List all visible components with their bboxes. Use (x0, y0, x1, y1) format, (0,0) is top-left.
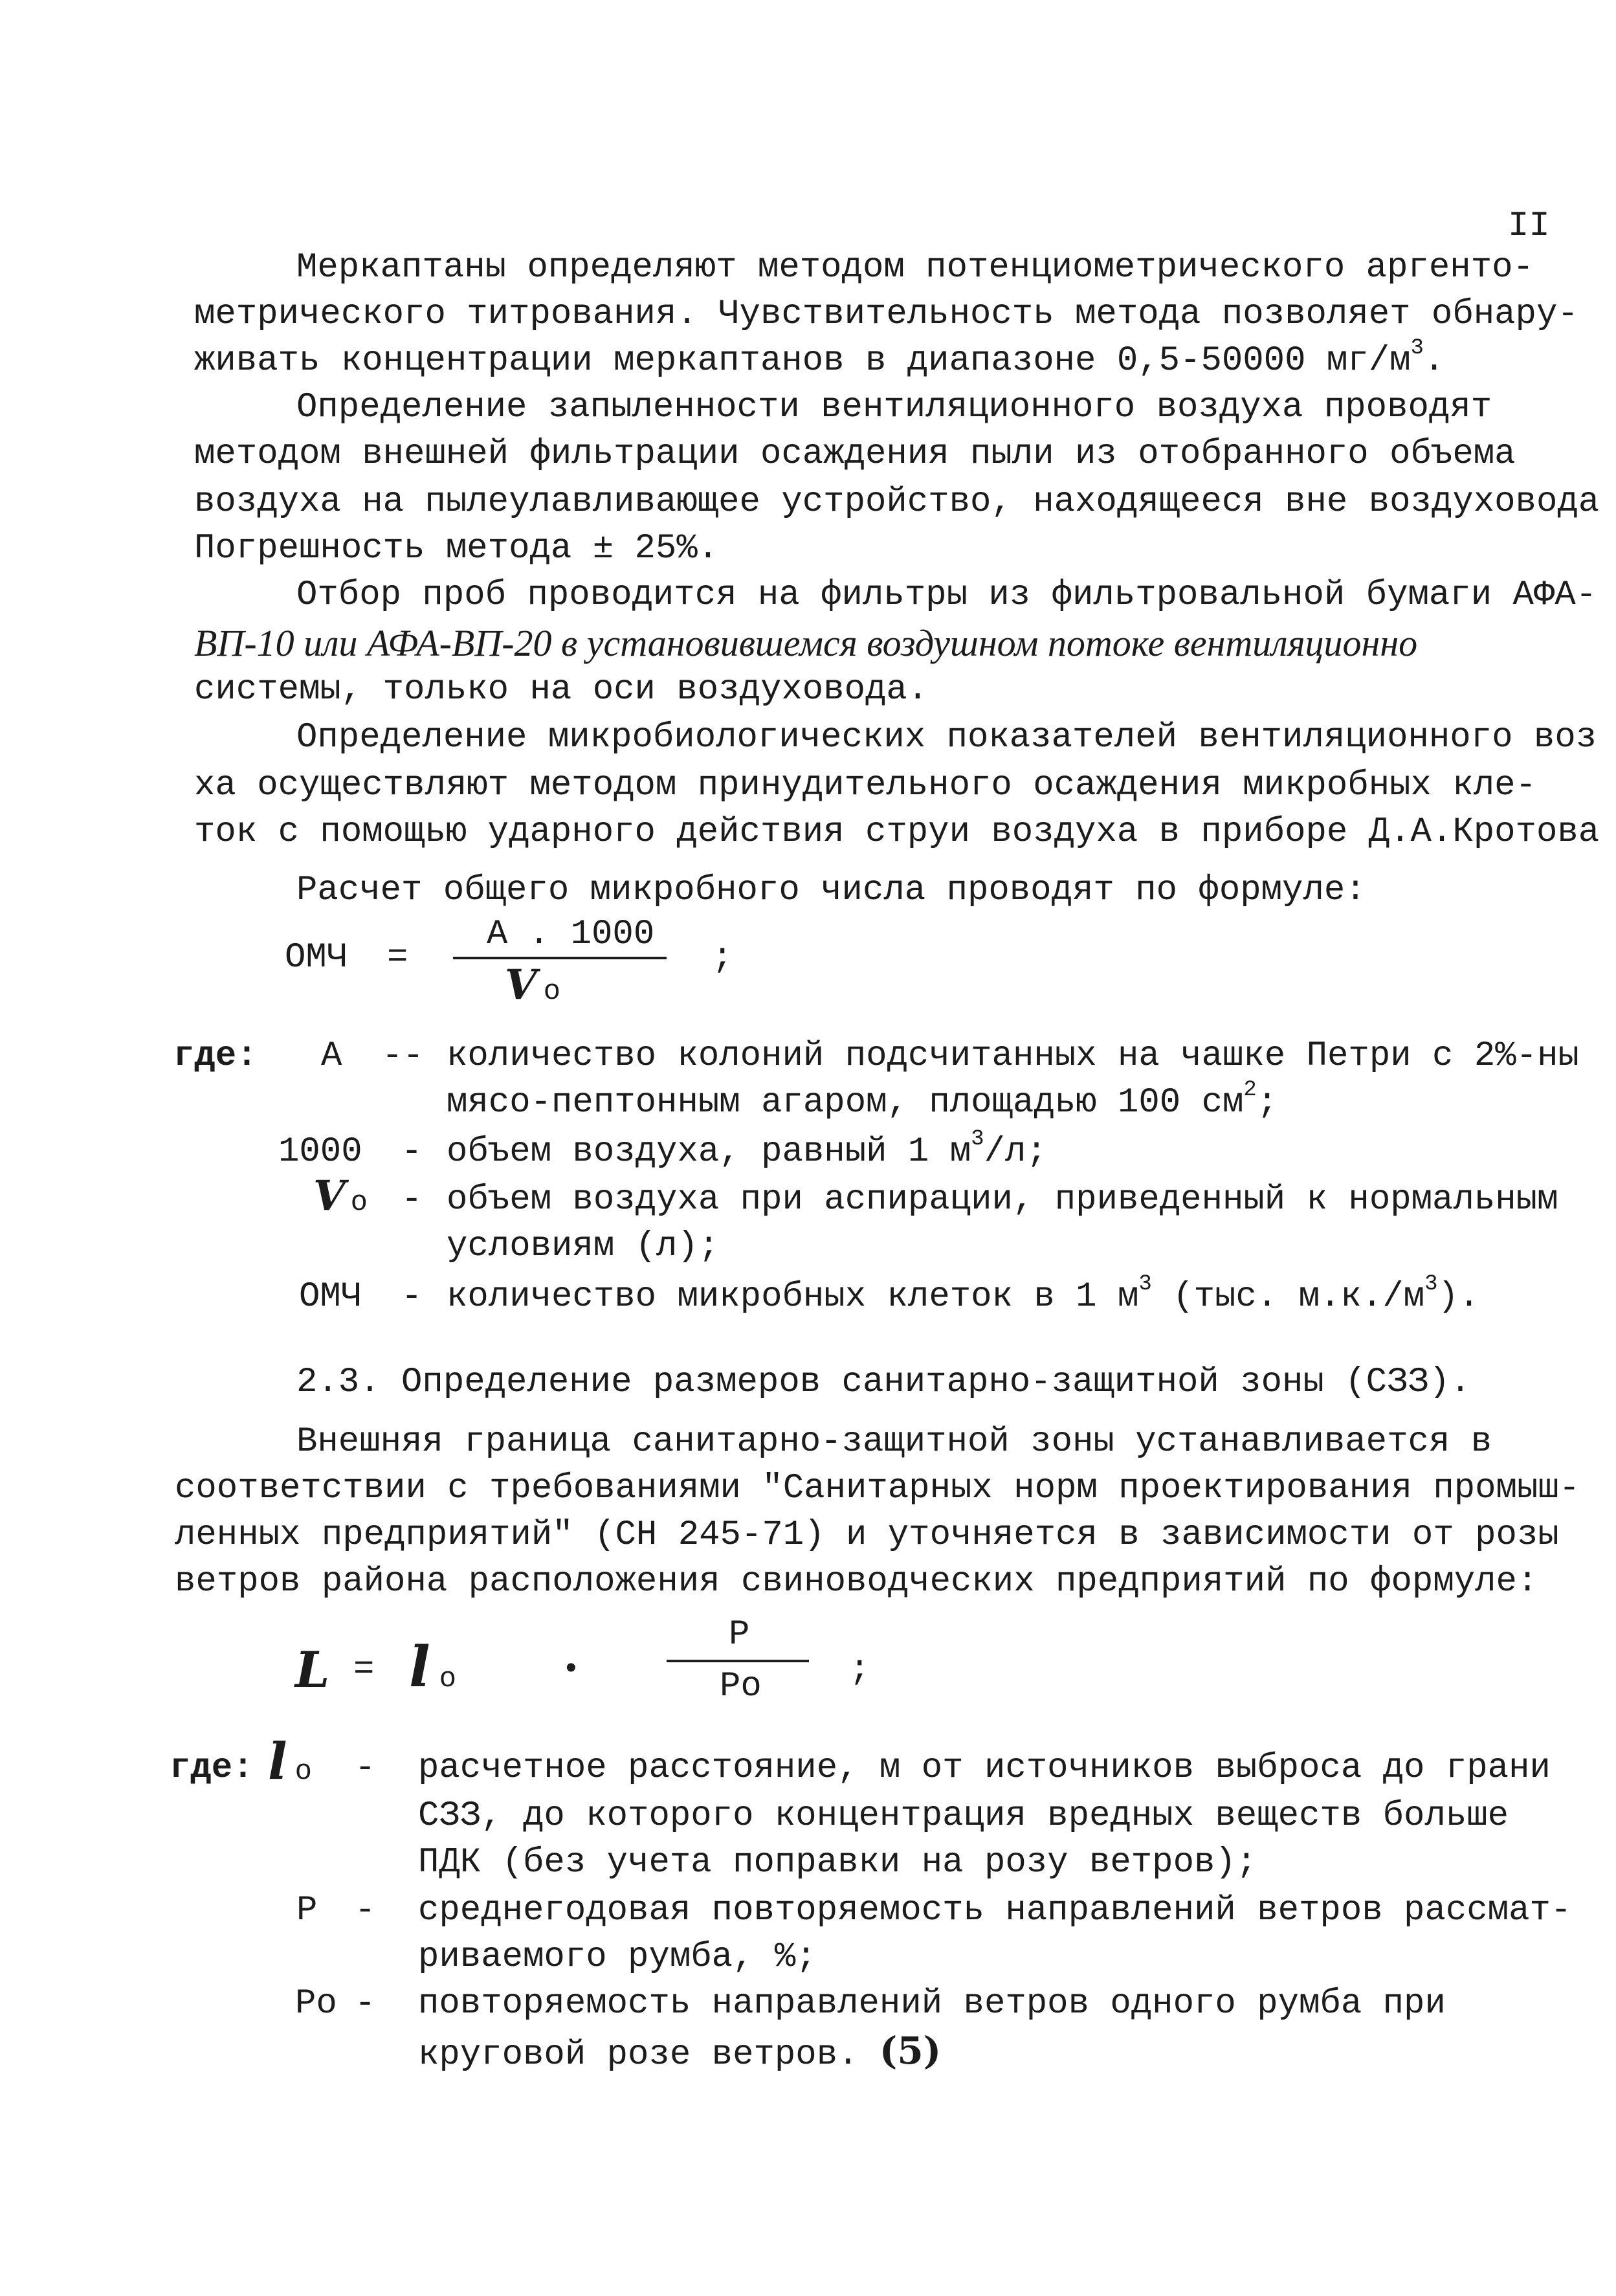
legend-text (447, 1127, 1047, 1173)
legend-text (447, 1272, 1480, 1318)
legend-dash: - (401, 1277, 423, 1317)
text-line: Определение запыленности вентиляционного воздуха проводят (296, 388, 1492, 427)
legend-symbol: 1000 (278, 1132, 362, 1172)
symbol-l: l (268, 1732, 287, 1791)
formula-denominator (505, 961, 561, 1012)
text-line: Меркаптаны определяют методом потенциометрического аргенто- (296, 248, 1534, 287)
text-line: ленных предприятий" (СН 245-71) и уточняется в зависимости от розы (175, 1515, 1559, 1555)
text-line: Отбор проб проводится на фильтры из фильтровальной бумаги АФА- (296, 575, 1597, 615)
formula-equals: = (353, 1650, 375, 1689)
subscript: о (439, 1663, 457, 1695)
legend-text: расчетное расстояние, м от источников выброса до грани (418, 1748, 1551, 1788)
text-line: ха осуществляют методом принудительного осаждения микробных кле- (194, 766, 1536, 805)
superscript: 3 (1410, 336, 1424, 361)
legend-text (418, 2030, 941, 2076)
legend-dash: - (355, 1984, 376, 2023)
formula-numerator: А . 1000 (487, 915, 655, 954)
text-line: ветров района расположения свиноводческих предприятий по формуле: (175, 1562, 1538, 1601)
text-line: методом внешней фильтрации осаждения пыли из отобранного объема (194, 434, 1516, 474)
formula-lhs: L (295, 1641, 330, 1699)
legend-dash: - (355, 1891, 376, 1930)
legend-text: риваемого румба, %; (418, 1937, 817, 1977)
text-span: круговой розе ветров. (418, 2035, 859, 2075)
legend-text: СЗЗ, до которого концентрация вредных веществ больше (418, 1796, 1509, 1836)
fraction-bar (667, 1660, 809, 1662)
legend-dash: - (355, 1748, 376, 1788)
superscript: 3 (1138, 1272, 1152, 1297)
text-line: Определение микробиологических показателей вентиляционного воз (296, 718, 1597, 757)
text-span: . (1423, 341, 1445, 381)
legend-dash: - (401, 1132, 423, 1172)
text-line: Внешняя граница санитарно-защитной зоны устанавливается в (296, 1422, 1492, 1462)
text-line: ток с помощью ударного действия струи воздуха в приборе Д.А.Кротова (194, 812, 1600, 852)
legend-text: ПДК (без учета поправки на розу ветров); (418, 1843, 1257, 1882)
symbol-v: V (505, 961, 537, 1009)
text-line: ВП-10 или АФА-ВП-20 в установившемся воздушном потоке вентиляционно (194, 622, 1418, 664)
text-span: мясо-пептонным агаром, площадью 100 см (447, 1083, 1244, 1122)
formula-numerator: Р (729, 1615, 750, 1655)
subscript: о (294, 1755, 313, 1788)
legend-symbol: ОМЧ (299, 1277, 362, 1317)
formula-equals: = (387, 938, 408, 977)
text-span: объем воздуха, равный 1 м (447, 1132, 971, 1172)
formula-lhs: ОМЧ (285, 938, 348, 977)
legend-text: условиям (л); (447, 1227, 720, 1266)
subscript: о (350, 1187, 368, 1219)
legend-text: повторяемость направлений ветров одного румба при (418, 1984, 1446, 2023)
superscript: 3 (1424, 1272, 1438, 1297)
text-span: /л; (984, 1132, 1047, 1172)
subscript: о (543, 975, 561, 1008)
superscript: 3 (971, 1127, 984, 1152)
reference-number: (5) (879, 2029, 942, 2073)
legend-where: где: (170, 1748, 254, 1788)
fraction-bar (453, 957, 667, 959)
page-number: II (1508, 206, 1550, 246)
legend-symbol (313, 1172, 368, 1223)
superscript: 2 (1243, 1078, 1257, 1102)
text-line: системы, только на оси воздуховода. (194, 670, 929, 709)
formula-end: ; (849, 1650, 870, 1689)
symbol-l: l (409, 1634, 430, 1700)
symbol-v: V (313, 1172, 346, 1220)
legend-text: среднегодовая повторяемость направлений ветров рассмат- (418, 1891, 1572, 1930)
legend-where: где: (173, 1036, 258, 1076)
text-line: воздуха на пылеулавливающее устройство, находящееся вне воздуховода (194, 482, 1600, 522)
formula-multiply: • (562, 1653, 581, 1688)
legend-text: количество колоний подсчитанных на чашке Петри с 2%-ны (447, 1036, 1579, 1076)
formula-l0 (409, 1634, 457, 1708)
legend-dash: -- (382, 1036, 424, 1076)
formula-end: ; (712, 938, 733, 977)
legend-text (447, 1078, 1278, 1124)
legend-symbol: Р (296, 1891, 318, 1930)
legend-symbol: А (321, 1036, 342, 1076)
text-span: ). (1437, 1277, 1480, 1317)
legend-symbol: Ро (295, 1984, 337, 2023)
text-line (194, 336, 1445, 382)
legend-text: объем воздуха при аспирации, приведенный к нормальным (447, 1180, 1558, 1220)
legend-symbol (268, 1732, 313, 1798)
text-line: метрического титрования. Чувствительность метода позволяет обнару- (194, 295, 1578, 334)
text-span: ; (1256, 1083, 1278, 1122)
text-span: живать концентрации меркаптанов в диапазоне 0,5-50000 мг/м (194, 341, 1411, 381)
text-span: количество микробных клеток в 1 м (447, 1277, 1139, 1317)
legend-dash: - (401, 1180, 423, 1220)
text-line: Расчет общего микробного числа проводят по формуле: (296, 871, 1366, 910)
text-line: соответствии с требованиями "Санитарных норм проектирования промыш- (175, 1469, 1580, 1508)
section-heading: 2.3. Определение размеров санитарно-защитной зоны (СЗЗ). (296, 1363, 1471, 1402)
formula-denominator: Ро (720, 1667, 762, 1706)
text-line: Погрешность метода ± 25%. (194, 529, 719, 568)
text-span: (тыс. м.к./м (1151, 1277, 1425, 1317)
